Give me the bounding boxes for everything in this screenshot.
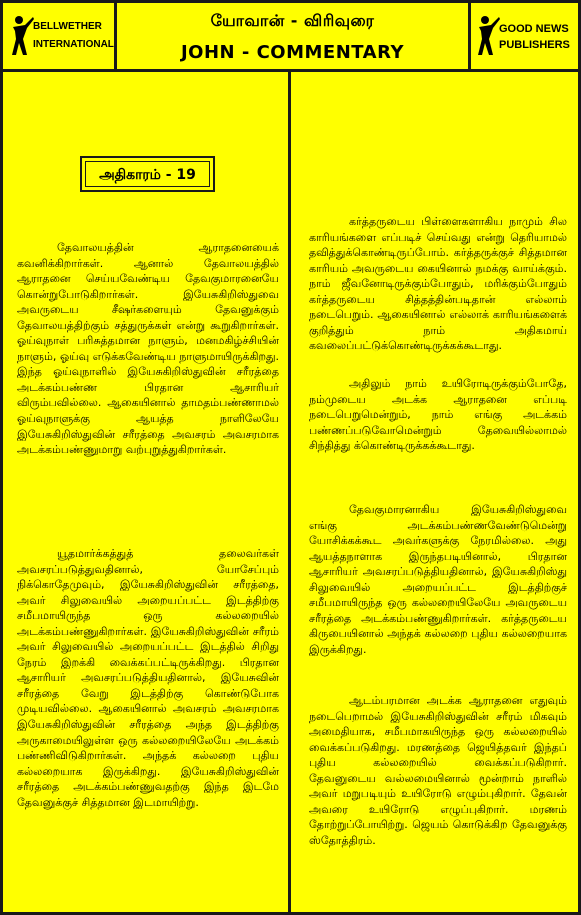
logo-line1: BELLWETHER (33, 21, 102, 32)
right-paragraph-4 (309, 693, 567, 848)
man-lifting-logo-icon (11, 15, 35, 59)
title-english: JOHN - COMMENTARY (180, 42, 405, 63)
paragraph-text: யூதமார்க்கத்துத் தலைவர்கள் அவசரப்படுத்துவதினால், யோசேப்பும் நிக்கொதேமுவும், இயேசுகிறிஸ்துவின் சரீரத்தை, அவர் சிலுவையில் அறையப்பட்ட இடத்திற்கு சமீபமாயிருந்த ஒரு கல்லறையில் அடக்கம்பண்ணுகிறார்கள். இயேசுகிறிஸ்துவின் சரீரம் அவர் சிலுவையில் அறையப்பட்ட இடத்தில் சிறிது நேரம் இறக்கி வைக்கப்பட்டிருக்கிறது. பிரதான ஆசாரியர் அவசரப்படுத்தியதினால், இயேசுவின் சரீரத்தை வேறு இடத்திற்கு கொண்டுபோக முடியவில்லை. ஆகையினால் அவசரம் அவசரமாக இயேசுகிறிஸ்துவின் சரீரத்தை அந்த இடத்திற்கு அருகாமையிலுள்ள ஒரு கல்லறையிலேயே அடக்கம் பண்ணிவிடுகிறார்கள். அந்தக் கல்லறை புதிய கல்லறையாக இருக்கிறது. இயேசுகிறிஸ்துவின் சரீரத்தை அடக்கம்பண்ணுவதற்கு இந்த இடமே தேவனுக்குச் சித்தமான இடமாயிற்று. (17, 547, 279, 809)
left-paragraph-1 (17, 240, 279, 458)
paragraph-text: ஆடம்பரமான அடக்க ஆராதனை எதுவும் நடைபெறாமல் இயேசுகிறிஸ்துவின் சரீரம் மிகவும் அமைதியாக, சமீபமாகயிருந்த ஒரு கல்லறையில் வைக்கப்படுகிறது. மரணத்தை ஜெயித்தவர் இந்தப் புதிய கல்லறையில் வைக்கப்படுகிறார். தேவனுடைய வல்லமையினால் மூன்றாம் நாளில் அவர் மறுபடியும் உயிரோடு எழும்புகிறார். தேவன் அவரை உயிரோடு எழுப்புகிறார். மரணம் தோற்றுப்போயிற்று. ஜெயம் கொடுக்கிற தேவனுக்கு ஸ்தோத்திரம். (309, 694, 567, 847)
left-paragraph-2 (17, 546, 279, 810)
paragraph-text: கர்த்தருடைய பிள்ளைகளாகிய நாமும் சில காரியங்களை எப்படிச் செய்வது என்று தெரியாமல் தவித்துக்கொண்டிருப்போம். கர்த்தருக்குச் சித்தமான காரியம் அவருடைய கையினால் நமக்கு வாய்க்கும். நாம் ஜீவனோடிருக்கும்போதும், மரிக்கும்போதும் கர்த்தருடைய சித்தத்தின்படிதான் எல்லாம் நடைபெறும். ஆகையினால் எல்லாக் காரியங்களைக் குறித்தும் நாம் அதிகமாய் கவலைப்பட்டுக்கொண்டிருக்கக்கூடாது. (309, 215, 567, 353)
good-news-logo (468, 3, 578, 69)
man-lifting-logo-icon (477, 15, 501, 59)
title-tamil: யோவான் - விரிவுரை (210, 11, 375, 30)
title-box (117, 3, 468, 69)
right-paragraph-1 (309, 214, 567, 354)
right-column (291, 72, 578, 915)
paragraph-text: தேவகுமாரனாகிய இயேசுகிறிஸ்துவை எங்கு அடக்கம்பண்ணவேண்டுமென்று யோசிக்கக்கூட அவர்களுக்கு நேரமில்லை. அது ஆயத்தநாளாக இருந்தபடியினால், பிரதான ஆசாரியர் அவசரப்படுத்தியதினால், இயேசுகிறிஸ்து சிலுவையில் அறையப்பட்ட இடத்திற்குச் சமீபமாயிருந்த ஒரு கல்லறையிலேயே அவருடைய சரீரத்தை அடக்கம்பண்ணுகிறார்கள். கர்த்தருடைய கிருபையினால் அந்தக் கல்லறை புதிய கல்லறையாக இருக்கிறது. (309, 503, 567, 656)
logo-line2: PUBLISHERS (499, 39, 570, 51)
chapter-label: அதிகாரம் - 19 (85, 161, 210, 187)
logo-line1: GOOD NEWS (499, 23, 569, 35)
right-paragraph-3 (309, 502, 567, 657)
chapter-box (80, 156, 215, 192)
bellwether-logo (3, 3, 117, 69)
paragraph-text: தேவாலயத்தின் ஆராதனையைக் கவனிக்கிறார்கள். ஆனால் தேவாலயத்தில் ஆராதனை செய்யவேண்டிய தேவகுமாரனையே கொன்றுபோடுகிறார்கள். இயேசுகிறிஸ்துவை அவருடைய சீஷர்களையும் தேவனுக்கும் தேவாலயத்திற்கும் சத்துருக்கள் என்று கூறுகிறார்கள். ஓய்வுநாள் பரிசுத்தமான நாளும், மனமகிழ்ச்சியின் நாளும், ஓய்வு எடுக்கவேண்டிய நாளுமாயிருக்கிறது. இந்த ஓய்வுநாளில் இயேசுகிறிஸ்துவின் சரீரத்தை அடக்கம்பண்ண பிரதான ஆசாரியர் விரும்பவில்லை. ஆகையினால் தாமதம்பண்ணாமல் ஓய்வுநாளுக்கு ஆயத்த நாளிலேயே இயேசுகிறிஸ்துவின் சரீரத்தை அவசரம் அவசரமாக அடக்கம்பண்ணுமாறு வற்புறுத்துகிறார்கள். (17, 241, 279, 457)
right-paragraph-2 (309, 376, 567, 454)
paragraph-text: அதிலும் நாம் உயிரோடிருக்கும்போதே, நம்முடைய அடக்க ஆராதனை எப்படி நடைபெறுமென்றும், நாம் எங்கு அடக்கம் பண்ணப்படுவோமென்றும் தேவையில்லாமல் சிந்தித்து க்கொண்டிருக்கக்கூடாது. (309, 377, 567, 453)
left-column (3, 72, 291, 915)
logo-line2: INTERNATIONAL (33, 39, 114, 50)
header (3, 3, 578, 72)
